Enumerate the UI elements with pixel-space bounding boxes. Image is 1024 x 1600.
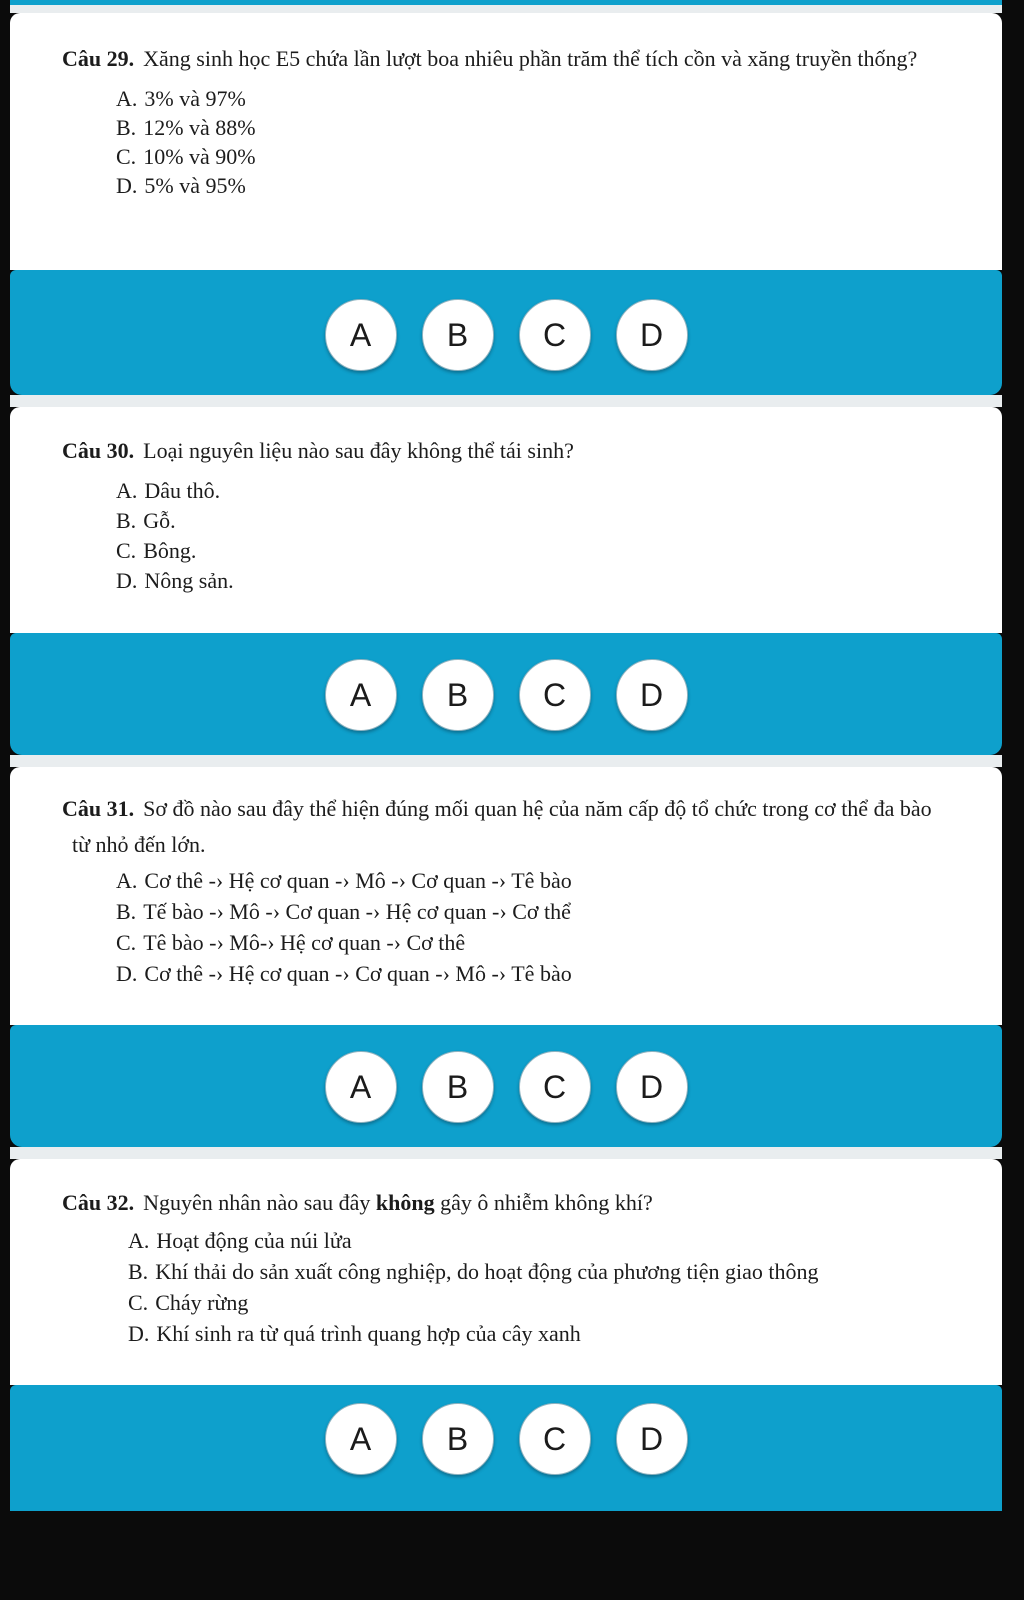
answer-button-a[interactable]: A bbox=[325, 659, 397, 731]
question-29-options bbox=[116, 84, 954, 200]
question-32-options bbox=[128, 1225, 954, 1349]
option-b-text: Tế bào -› Mô -› Cơ quan -› Hệ cơ quan -› Cơ thể bbox=[143, 899, 571, 924]
question-31-number: Câu 31. bbox=[62, 796, 135, 821]
answer-button-b[interactable]: B bbox=[422, 1051, 494, 1123]
question-30-options bbox=[116, 476, 954, 596]
option-d-text: Khí sinh ra từ quá trình quang hợp của cây xanh bbox=[156, 1321, 581, 1346]
option-a bbox=[116, 84, 954, 113]
option-b-label: B. bbox=[128, 1259, 149, 1284]
separator-strip bbox=[10, 1147, 1002, 1159]
option-a-label: A. bbox=[128, 1228, 150, 1253]
separator-strip bbox=[10, 755, 1002, 767]
option-b-text: Gỗ. bbox=[143, 508, 176, 533]
question-30-answer-bar bbox=[10, 633, 1002, 755]
option-a bbox=[128, 1225, 954, 1256]
answer-button-a[interactable]: A bbox=[325, 1403, 397, 1475]
option-d-label: D. bbox=[116, 568, 138, 593]
answer-button-d[interactable]: D bbox=[616, 299, 688, 371]
question-32-card bbox=[10, 1159, 1002, 1385]
option-a-text: 3% và 97% bbox=[144, 86, 246, 111]
question-29-answer-bar bbox=[10, 270, 1002, 395]
question-31-text: Sơ đồ nào sau đây thể hiện đúng mối quan hệ của năm cấp độ tổ chức trong cơ thể đa bào từ nhỏ đến lớn. bbox=[72, 796, 932, 857]
option-d bbox=[116, 171, 954, 200]
option-b bbox=[116, 506, 954, 536]
question-30-number: Câu 30. bbox=[62, 438, 135, 463]
question-32-text-suffix: gây ô nhiễm không khí? bbox=[434, 1190, 653, 1215]
question-32-number: Câu 32. bbox=[62, 1190, 135, 1215]
answer-button-a[interactable]: A bbox=[325, 1051, 397, 1123]
option-c-label: C. bbox=[116, 930, 137, 955]
option-d-text: 5% và 95% bbox=[144, 173, 246, 198]
question-30-card bbox=[10, 407, 1002, 633]
question-29-number: Câu 29. bbox=[62, 46, 135, 71]
separator-strip bbox=[10, 5, 1002, 13]
question-29-text: Xăng sinh học E5 chứa lần lượt boa nhiêu phần trăm thể tích cồn và xăng truyền thống? bbox=[143, 46, 918, 71]
option-d-label: D. bbox=[128, 1321, 150, 1346]
question-32-answer-bar bbox=[10, 1385, 1002, 1511]
answer-button-c[interactable]: C bbox=[519, 299, 591, 371]
option-b bbox=[116, 896, 954, 927]
option-b-text: Khí thải do sản xuất công nghiệp, do hoạt động của phương tiện giao thông bbox=[155, 1259, 819, 1284]
answer-button-d[interactable]: D bbox=[616, 1051, 688, 1123]
option-d bbox=[128, 1318, 954, 1349]
option-c-text: Bông. bbox=[143, 538, 197, 563]
answer-button-c[interactable]: C bbox=[519, 1403, 591, 1475]
question-32-text-prefix: Nguyên nhân nào sau đây bbox=[143, 1190, 376, 1215]
option-c-text: Cháy rừng bbox=[155, 1290, 249, 1315]
option-c-text: 10% và 90% bbox=[143, 144, 256, 169]
option-d bbox=[116, 566, 954, 596]
option-a-label: A. bbox=[116, 478, 138, 503]
option-d-label: D. bbox=[116, 961, 138, 986]
option-c bbox=[116, 536, 954, 566]
question-32-title bbox=[62, 1185, 954, 1221]
question-30-text: Loại nguyên liệu nào sau đây không thể tái sinh? bbox=[143, 438, 574, 463]
question-31-card bbox=[10, 767, 1002, 1025]
answer-button-b[interactable]: B bbox=[422, 659, 494, 731]
option-a-text: Hoạt động của núi lửa bbox=[156, 1228, 352, 1253]
answer-button-b[interactable]: B bbox=[422, 299, 494, 371]
answer-button-a[interactable]: A bbox=[325, 299, 397, 371]
option-c-label: C. bbox=[128, 1290, 149, 1315]
option-b-text: 12% và 88% bbox=[143, 115, 256, 140]
answer-button-c[interactable]: C bbox=[519, 659, 591, 731]
option-b bbox=[128, 1256, 954, 1287]
question-31-options bbox=[116, 865, 954, 989]
answer-button-d[interactable]: D bbox=[616, 1403, 688, 1475]
option-b-label: B. bbox=[116, 899, 137, 924]
separator-strip bbox=[10, 395, 1002, 407]
option-c bbox=[128, 1287, 954, 1318]
option-a-text: Cơ thê -› Hệ cơ quan -› Mô -› Cơ quan -› Tê bào bbox=[144, 868, 572, 893]
option-c bbox=[116, 142, 954, 171]
option-d-text: Cơ thê -› Hệ cơ quan -› Cơ quan -› Mô -› Tê bào bbox=[144, 961, 572, 986]
question-29-card bbox=[10, 13, 1002, 270]
option-c-label: C. bbox=[116, 144, 137, 169]
option-d-text: Nông sản. bbox=[144, 568, 234, 593]
question-32-text-bold: không bbox=[375, 1190, 435, 1215]
option-a bbox=[116, 476, 954, 506]
option-c-text: Tê bào -› Mô-› Hệ cơ quan -› Cơ thê bbox=[143, 930, 466, 955]
option-b bbox=[116, 113, 954, 142]
option-d bbox=[116, 958, 954, 989]
question-29-title bbox=[62, 41, 954, 77]
question-31-answer-bar bbox=[10, 1025, 1002, 1147]
option-a-label: A. bbox=[116, 868, 138, 893]
option-d-label: D. bbox=[116, 173, 138, 198]
option-a-label: A. bbox=[116, 86, 138, 111]
question-31-title bbox=[62, 791, 954, 863]
option-b-label: B. bbox=[116, 115, 137, 140]
quiz-content-column bbox=[10, 0, 1002, 1600]
option-c bbox=[116, 927, 954, 958]
option-a bbox=[116, 865, 954, 896]
answer-button-d[interactable]: D bbox=[616, 659, 688, 731]
answer-button-b[interactable]: B bbox=[422, 1403, 494, 1475]
answer-button-c[interactable]: C bbox=[519, 1051, 591, 1123]
option-a-text: Dâu thô. bbox=[144, 478, 221, 503]
question-30-title bbox=[62, 433, 954, 469]
option-c-label: C. bbox=[116, 538, 137, 563]
option-b-label: B. bbox=[116, 508, 137, 533]
